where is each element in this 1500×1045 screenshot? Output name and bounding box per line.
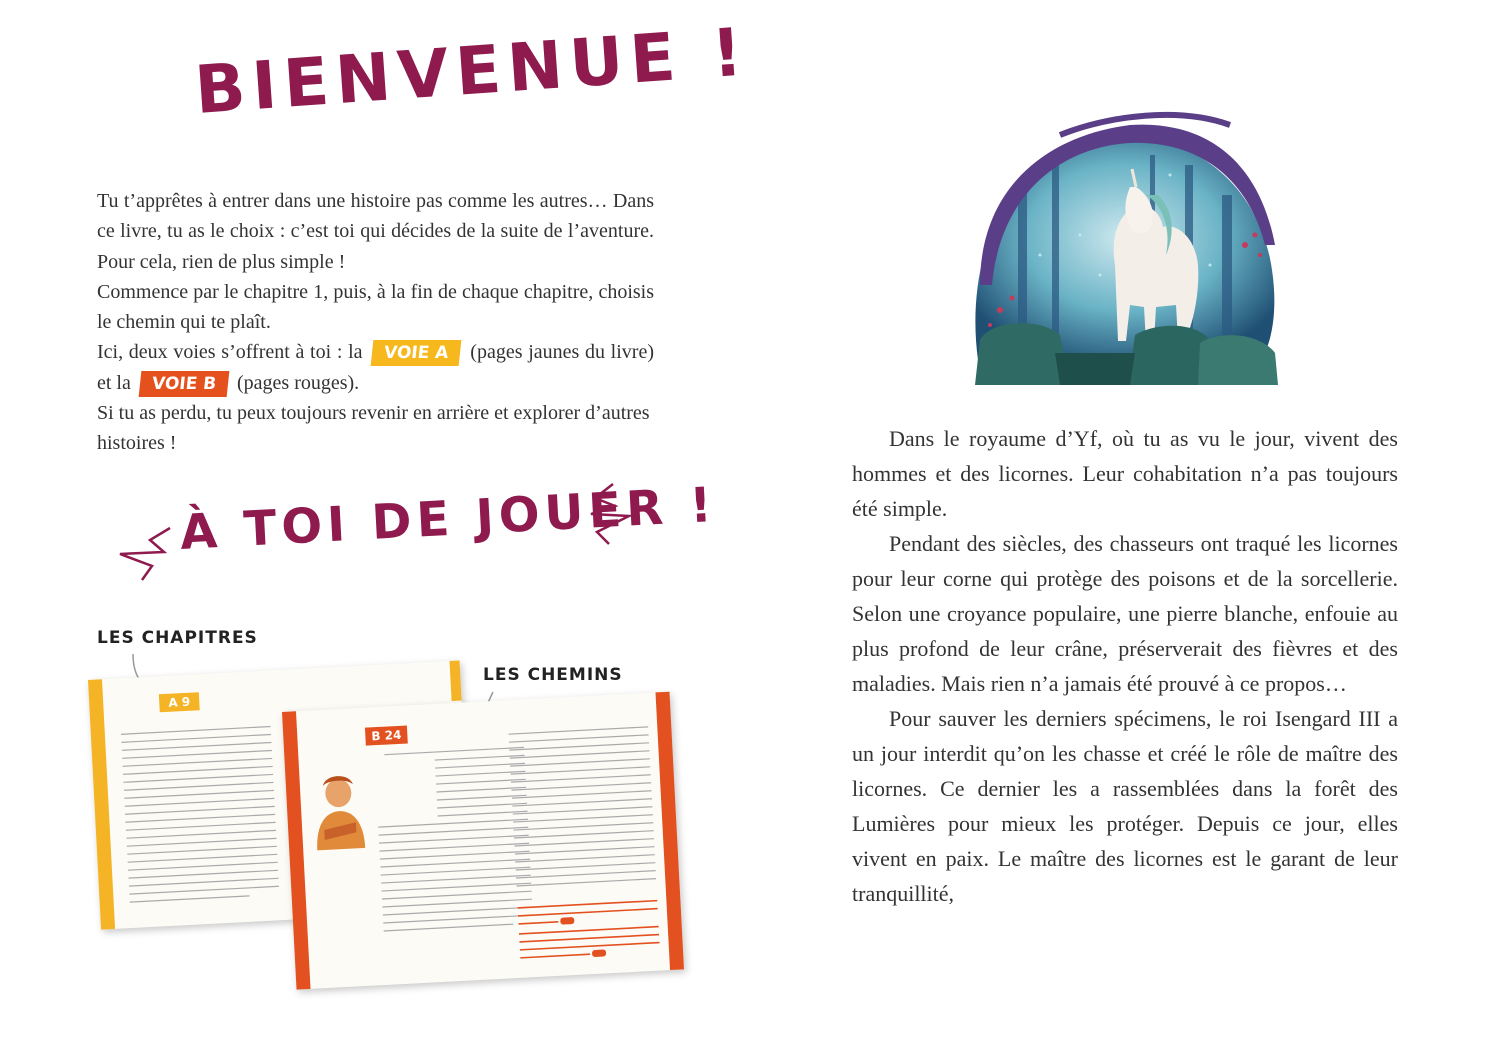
page-strip: [450, 661, 462, 701]
story-paragraph-1: Dans le royaume d’Yf, où tu as vu le jour, vivent des hommes et des licornes. Leur cohabitation n’a pas toujours été simple.: [852, 426, 1398, 521]
intro-paragraph-2: Commence par le chapitre 1, puis, à la fin de chaque chapitre, choisis le chemin qui te plaît.: [97, 280, 654, 334]
section-title: À TOI DE JOUER !: [178, 476, 719, 561]
label-paths: LES CHEMINS: [483, 665, 623, 685]
character-illustration: [307, 770, 371, 853]
page-text-block: [121, 723, 280, 916]
page-strip: [655, 692, 684, 970]
intro-text-part: (pages jaunes du livre) et la: [97, 341, 654, 394]
voie-a-badge: VOIE A: [371, 340, 462, 366]
intro-paragraph-1: Tu t’apprêtes à entrer dans une histoire pas comme les autres… Dans ce livre, tu as le choix : c’est toi qui décides de la suite de l’aventure. Pour cela, rien de plus simple !: [97, 190, 654, 273]
label-chapters: LES CHAPITRES: [97, 628, 258, 648]
story-paragraph-2: Pendant des siècles, des chasseurs ont traqué les licornes pour leur corne qui protège des poisons et de la sorcellerie. Selon une croyance populaire, une pierre blanche, enfouie au plus profond de leur crâne, préserverait des fièvres et des maladies. Mais rien n’a jamais été prouvé à ce propos…: [852, 531, 1398, 696]
story-text: [852, 421, 1398, 911]
intro-paragraph-4: Si tu as perdu, tu peux toujours revenir en arrière et explorer d’autres histoires !: [97, 402, 650, 455]
sample-page-b: [282, 692, 684, 990]
unicorn-illustration: [960, 95, 1285, 390]
story-paragraph-3: Pour sauver les derniers spécimens, le roi Isengard III a un jour interdit qu’on les chasse et créé le rôle de maître des licornes. Ce dernier les a rassemblées dans la forêt des Lumières pour mieux les protéger. Depuis ce jour, elles vivent en paix. Le maître des licornes est le garant de leur tranquillité,: [852, 706, 1398, 906]
intro-text: [97, 186, 654, 459]
voie-b-badge: VOIE B: [139, 371, 230, 397]
zigzag-left-icon: [112, 522, 174, 584]
page-title: BIENVENUE !: [192, 13, 752, 129]
intro-text-part: (pages rouges).: [237, 371, 360, 394]
intro-paragraph-3: [97, 337, 654, 398]
page-text-block: [508, 723, 661, 975]
page-strip: [88, 679, 115, 929]
intro-text-part: Ici, deux voies s’offrent à toi : la: [97, 341, 363, 364]
chapter-tag: B 24: [365, 725, 408, 745]
chapter-tag: A 9: [159, 692, 200, 712]
